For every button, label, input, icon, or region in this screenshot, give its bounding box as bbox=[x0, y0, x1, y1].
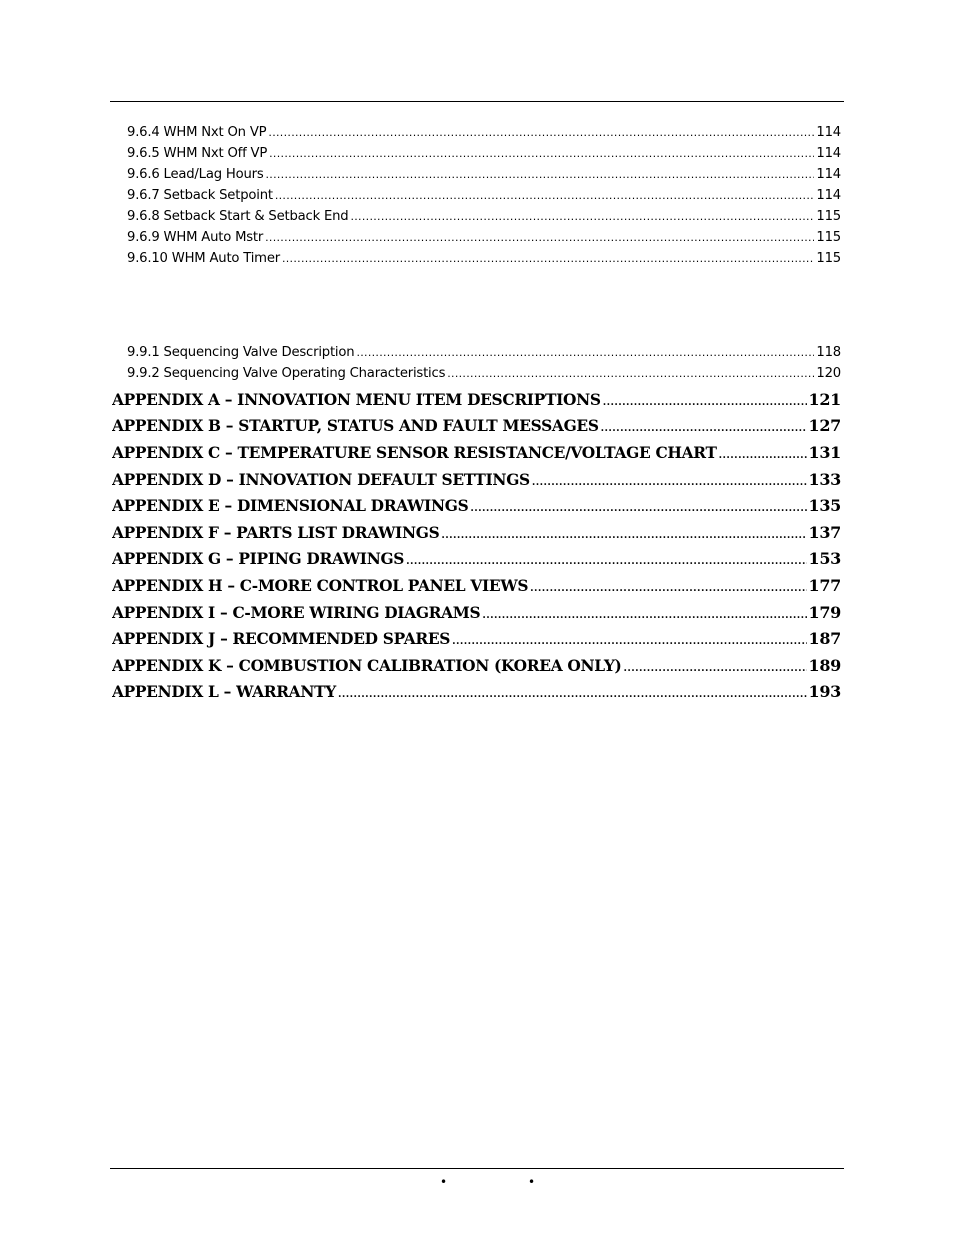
toc-entry[interactable] bbox=[127, 143, 841, 164]
toc-appendix-label: APPENDIX K – COMBUSTION CALIBRATION (KOREA ONLY) bbox=[112, 657, 622, 675]
dot-leader bbox=[269, 143, 814, 164]
dot-leader bbox=[268, 122, 814, 143]
toc-appendix-entry[interactable] bbox=[112, 413, 841, 439]
toc-appendix-page: 131 bbox=[808, 443, 841, 462]
toc-entry-page: 114 bbox=[816, 125, 841, 140]
toc-appendix-page: 187 bbox=[808, 629, 841, 648]
toc-entry-label: 9.6.6 Lead/Lag Hours bbox=[127, 167, 264, 182]
toc-appendix-label: APPENDIX A – INNOVATION MENU ITEM DESCRIPTIONS bbox=[112, 391, 601, 409]
toc-entry-page: 118 bbox=[816, 345, 841, 360]
toc-appendix-label: APPENDIX E – DIMENSIONAL DRAWINGS bbox=[112, 497, 469, 515]
dot-leader bbox=[338, 682, 807, 705]
toc-appendix-label: APPENDIX G – PIPING DRAWINGS bbox=[112, 550, 405, 568]
toc-entry-page: 115 bbox=[816, 209, 841, 224]
dot-leader bbox=[441, 523, 806, 546]
toc-appendix-page: 189 bbox=[808, 656, 841, 675]
toc-entry-label: 9.6.4 WHM Nxt On VP bbox=[127, 125, 267, 140]
toc-entry[interactable] bbox=[127, 122, 841, 143]
toc-entry[interactable] bbox=[127, 342, 841, 363]
toc-appendix-page: 153 bbox=[808, 549, 841, 568]
toc-appendix-page: 127 bbox=[808, 416, 841, 435]
toc-appendix-entry[interactable] bbox=[112, 546, 841, 572]
toc-appendix-entry[interactable] bbox=[112, 573, 841, 599]
toc-entry-page: 115 bbox=[816, 251, 841, 266]
toc-appendix-label: APPENDIX H – C-MORE CONTROL PANEL VIEWS bbox=[112, 577, 529, 595]
toc-appendix-label: APPENDIX F – PARTS LIST DRAWINGS bbox=[112, 524, 440, 542]
dot-leader bbox=[603, 390, 807, 413]
footer-separators bbox=[0, 1174, 954, 1190]
toc-appendix-page: 179 bbox=[808, 603, 841, 622]
toc-appendix-entry[interactable] bbox=[112, 626, 841, 652]
toc-entry[interactable] bbox=[127, 363, 841, 384]
toc-appendix-page: 137 bbox=[808, 523, 841, 542]
toc-appendix-page: 135 bbox=[808, 496, 841, 515]
toc-entry[interactable] bbox=[127, 248, 841, 269]
toc-appendix-page: 177 bbox=[808, 576, 841, 595]
dot-leader bbox=[356, 342, 814, 363]
toc-entry-label: 9.6.10 WHM Auto Timer bbox=[127, 251, 280, 266]
dot-leader bbox=[266, 164, 815, 185]
dot-leader bbox=[282, 248, 814, 269]
dot-leader bbox=[470, 496, 806, 519]
toc-entry[interactable] bbox=[127, 206, 841, 227]
toc-appendix-entry[interactable] bbox=[112, 679, 841, 705]
toc-appendix-label: APPENDIX C – TEMPERATURE SENSOR RESISTANCE/VOLTAGE CHART bbox=[112, 444, 717, 462]
toc-appendix-label: APPENDIX J – RECOMMENDED SPARES bbox=[112, 630, 451, 648]
header-rule bbox=[110, 101, 844, 102]
dot-leader bbox=[482, 603, 806, 626]
toc-appendix-entry[interactable] bbox=[112, 600, 841, 626]
toc-appendix-entry[interactable] bbox=[112, 653, 841, 679]
dot-leader bbox=[406, 549, 806, 572]
dot-leader bbox=[452, 629, 806, 652]
toc-entry-label: 9.6.7 Setback Setpoint bbox=[127, 188, 273, 203]
toc-appendix-label: APPENDIX I – C-MORE WIRING DIAGRAMS bbox=[112, 604, 481, 622]
footer-bullet-right: • bbox=[528, 1175, 536, 1189]
dot-leader bbox=[530, 576, 806, 599]
toc-appendix-entry[interactable] bbox=[112, 520, 841, 546]
toc-appendix-entry[interactable] bbox=[112, 493, 841, 519]
toc-entry-page: 114 bbox=[816, 167, 841, 182]
toc-appendix-entry[interactable] bbox=[112, 440, 841, 466]
dot-leader bbox=[719, 443, 807, 466]
toc-entry-label: 9.6.9 WHM Auto Mstr bbox=[127, 230, 264, 245]
toc-entry[interactable] bbox=[127, 185, 841, 206]
toc-entry-label: 9.9.1 Sequencing Valve Description bbox=[127, 345, 355, 360]
toc-appendix-entry[interactable] bbox=[112, 387, 841, 413]
dot-leader bbox=[265, 227, 814, 248]
toc-entry-label: 9.6.8 Setback Start & Setback End bbox=[127, 209, 349, 224]
toc-appendix-entry[interactable] bbox=[112, 467, 841, 493]
toc-entry-page: 114 bbox=[816, 146, 841, 161]
toc-appendix-label: APPENDIX L – WARRANTY bbox=[112, 683, 336, 701]
dot-leader bbox=[532, 470, 807, 493]
dot-leader bbox=[624, 656, 807, 679]
toc-entry-label: 9.9.2 Sequencing Valve Operating Characteristics bbox=[127, 366, 446, 381]
footer-rule bbox=[110, 1168, 844, 1169]
dot-leader bbox=[350, 206, 814, 227]
toc-entry-page: 114 bbox=[816, 188, 841, 203]
toc-appendix-page: 193 bbox=[808, 682, 841, 701]
toc-appendix-label: APPENDIX B – STARTUP, STATUS AND FAULT MESSAGES bbox=[112, 417, 599, 435]
toc-entry-label: 9.6.5 WHM Nxt Off VP bbox=[127, 146, 268, 161]
footer-bullet-left: • bbox=[440, 1175, 448, 1189]
toc-appendix-page: 121 bbox=[808, 390, 841, 409]
toc-appendix-page: 133 bbox=[808, 470, 841, 489]
dot-leader bbox=[601, 416, 807, 439]
dot-leader bbox=[275, 185, 815, 206]
dot-leader bbox=[447, 363, 814, 384]
toc-entry-page: 120 bbox=[816, 366, 841, 381]
toc-entry-page: 115 bbox=[816, 230, 841, 245]
toc-entry[interactable] bbox=[127, 164, 841, 185]
toc-appendix-label: APPENDIX D – INNOVATION DEFAULT SETTINGS bbox=[112, 471, 530, 489]
toc-entry[interactable] bbox=[127, 227, 841, 248]
